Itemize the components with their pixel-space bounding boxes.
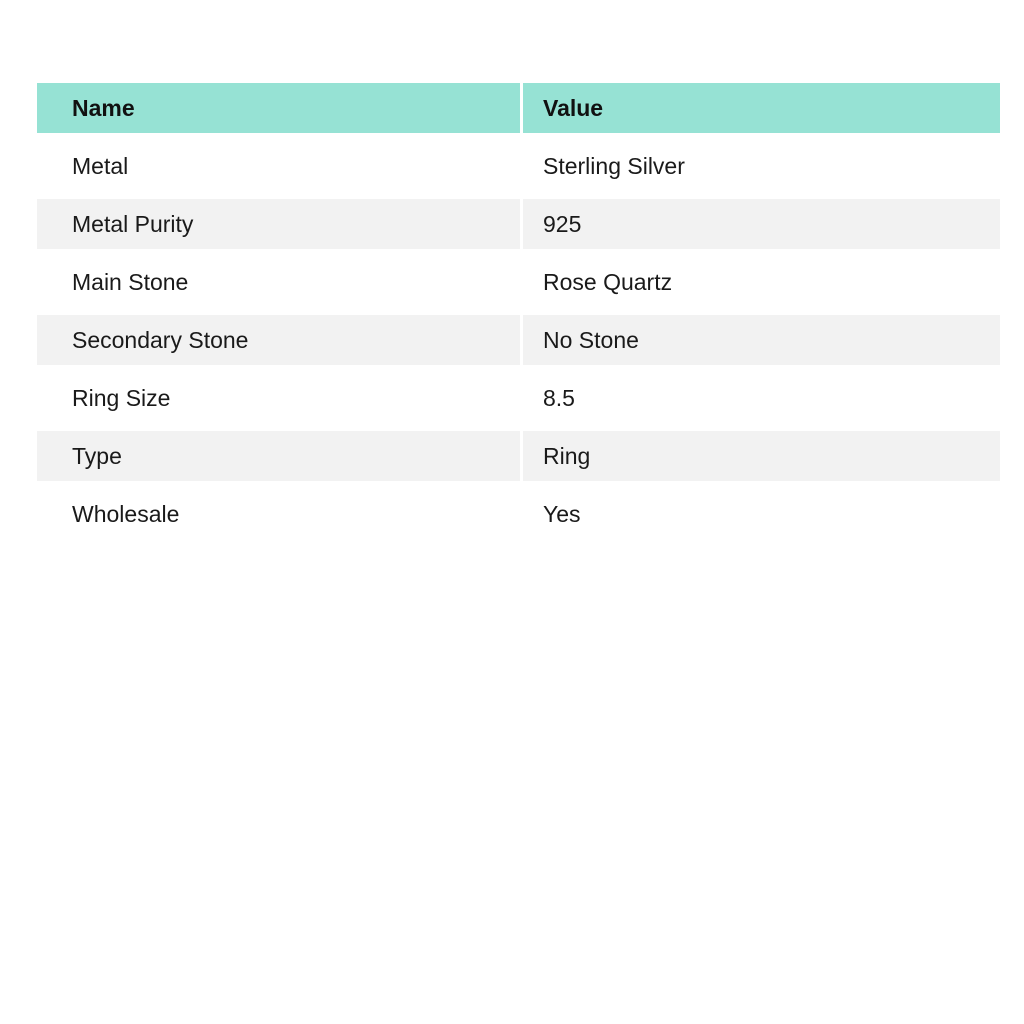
table-row (37, 489, 1000, 547)
row-value-cell: Sterling Silver (523, 141, 1000, 199)
row-name-cell: Metal Purity (37, 199, 523, 257)
table-row (37, 199, 1000, 257)
table-row (37, 257, 1000, 315)
row-name-cell: Ring Size (37, 373, 523, 431)
row-name-cell: Wholesale (37, 489, 523, 547)
spec-table (37, 83, 1000, 547)
row-name-cell: Main Stone (37, 257, 523, 315)
row-value-cell: 925 (523, 199, 1000, 257)
table-row (37, 431, 1000, 489)
row-value-cell: Yes (523, 489, 1000, 547)
header-row (37, 83, 1000, 141)
row-name-cell: Type (37, 431, 523, 489)
row-name-cell: Secondary Stone (37, 315, 523, 373)
row-value-cell: No Stone (523, 315, 1000, 373)
spec-table-header (37, 83, 1000, 141)
table-row (37, 315, 1000, 373)
table-row (37, 373, 1000, 431)
spec-table-body (37, 141, 1000, 547)
row-value-cell: Rose Quartz (523, 257, 1000, 315)
row-value-cell: 8.5 (523, 373, 1000, 431)
row-name-cell: Metal (37, 141, 523, 199)
header-cell-name: Name (37, 83, 523, 141)
table-row (37, 141, 1000, 199)
row-value-cell: Ring (523, 431, 1000, 489)
header-cell-value: Value (523, 83, 1000, 141)
